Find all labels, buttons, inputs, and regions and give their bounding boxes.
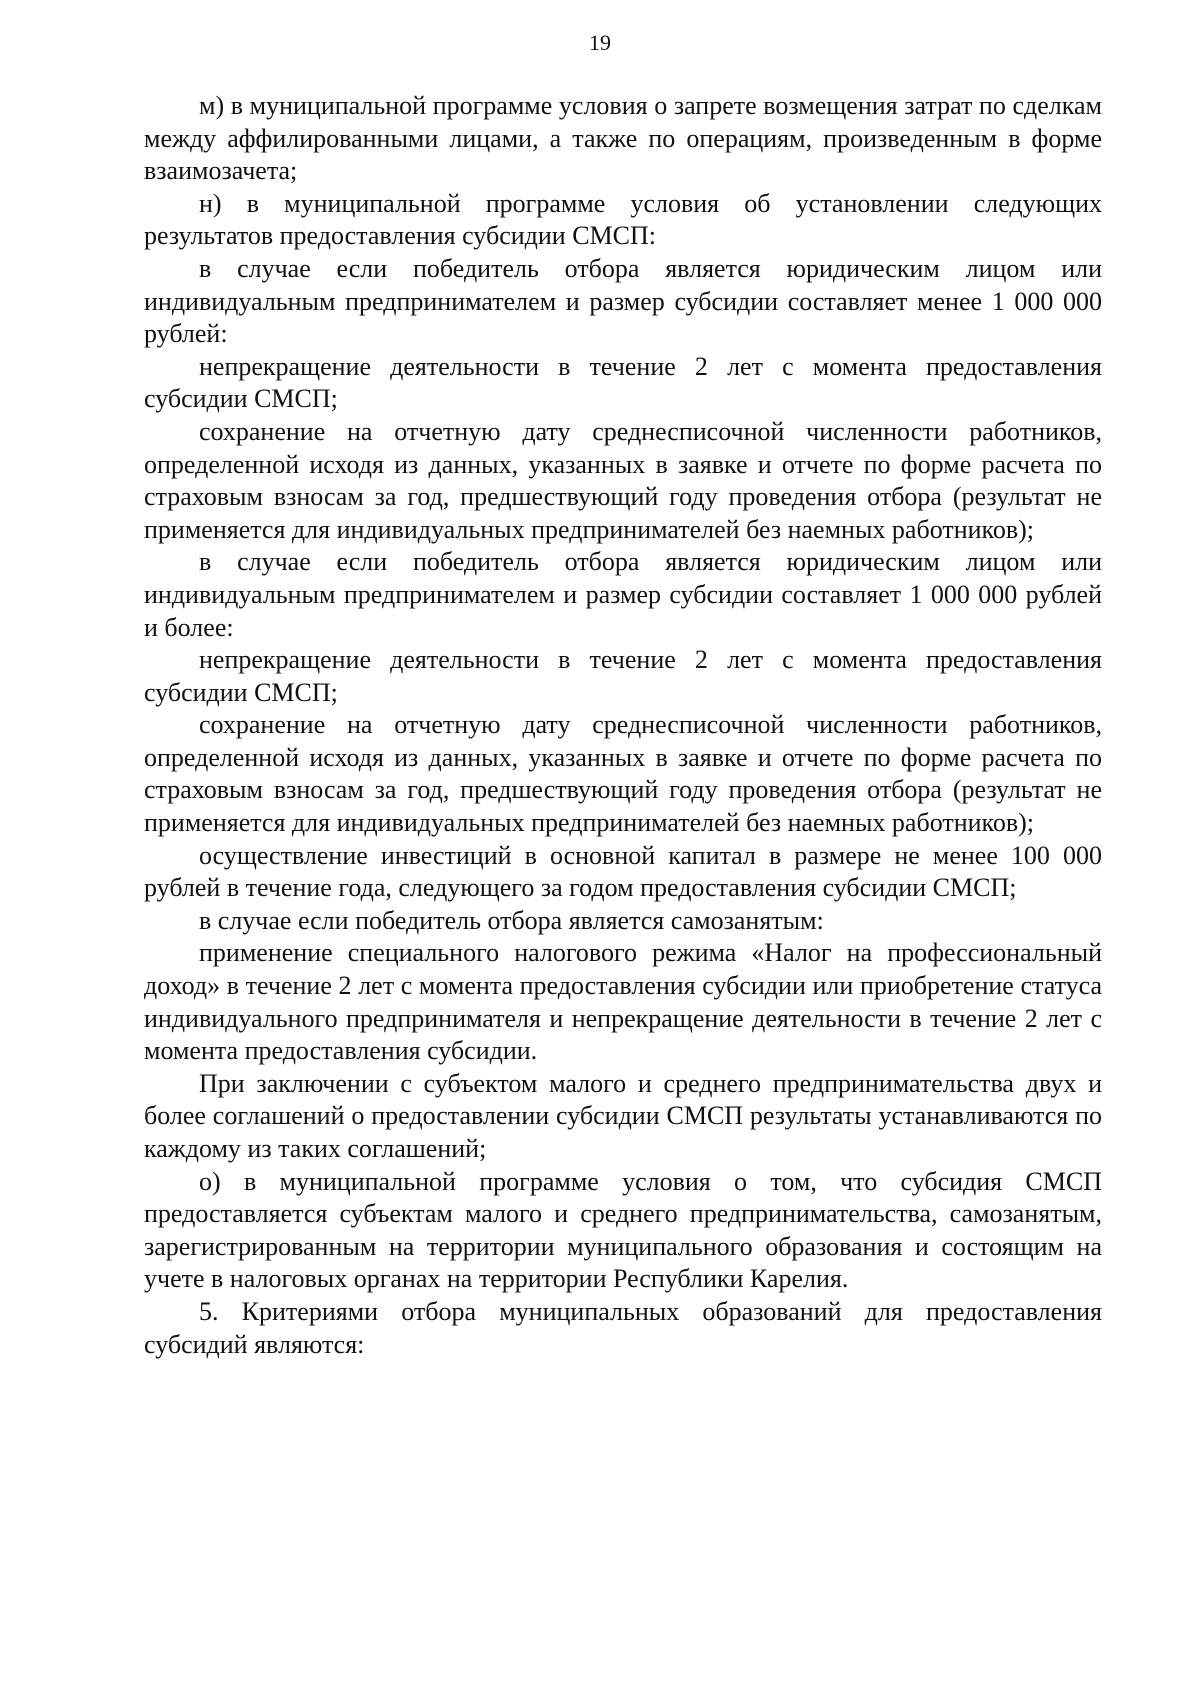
- paragraph-case-legal-less: в случае если победитель отбора является юридическим лицом или индивидуальным предпринимателем и размер субсидии составляет менее 1 000 000 рублей:: [144, 253, 1102, 349]
- paragraph-m: м) в муниципальной программе условия о запрете возмещения затрат по сделкам между аффилированными лицами, а также по операциям, произведенным в форме взаимозачета;: [144, 91, 1102, 186]
- paragraph-continuation-2: непрекращение деятельности в течение 2 лет с момента предоставления субсидии СМСП;: [144, 645, 1102, 707]
- paragraph-o: о) в муниципальной программе условия о том, что субсидия СМСП предоставляется субъектам малого и среднего предпринимательства, самозанятым, зарегистрированным на территории муниципального образования и состоящим на учете в налоговых органах на территории Республики Карелия.: [144, 1166, 1102, 1294]
- document-body: [144, 90, 1102, 1361]
- paragraph-case-legal-more: в случае если победитель отбора является юридическим лицом или индивидуальным предпринимателем и размер субсидии составляет 1 000 000 рублей и более:: [144, 547, 1102, 642]
- paragraph-n: н) в муниципальной программе условия об установлении следующих результатов предоставления субсидии СМСП:: [144, 188, 1102, 251]
- paragraph-multiple-agreements: При заключении с субъектом малого и среднего предпринимательства двух и более соглашений о предоставлении субсидии СМСП результаты устанавливаются по каждому из таких соглашений;: [144, 1068, 1102, 1163]
- paragraph-headcount-1: сохранение на отчетную дату среднесписочной численности работников, определенной исходя из данных, указанных в заявке и отчете по форме расчета по страховым взносам за год, предшествующий году проведения отбора (результат не применяется для индивидуальных предпринимателей без наемных работников);: [144, 416, 1102, 544]
- paragraph-continuation-1: непрекращение деятельности в течение 2 лет с момента предоставления субсидии СМСП;: [144, 351, 1102, 414]
- paragraph-case-self-employed: в случае если победитель отбора является самозанятым:: [199, 905, 824, 935]
- paragraph-tax-regime: применение специального налогового режима «Налог на профессиональный доход» в течение 2 лет с момента предоставления субсидии или приобретение статуса индивидуального предпринимателя и непрекращение деятельности в течение 2 лет с момента предоставления субсидии.: [144, 938, 1102, 1066]
- paragraph-headcount-2: сохранение на отчетную дату среднесписочной численности работников, определенной исходя из данных, указанных в заявке и отчете по форме расчета по страховым взносам за год, предшествующий году проведения отбора (результат не применяется для индивидуальных предпринимателей без наемных работников);: [144, 710, 1102, 838]
- paragraph-investment: осуществление инвестиций в основной капитал в размере не менее 100 000 рублей в течение года, следующего за годом предоставления субсидии СМСП;: [144, 840, 1102, 903]
- page-number: 19: [589, 30, 611, 55]
- paragraph-criteria: 5. Критериями отбора муниципальных образований для предоставления субсидий являются:: [144, 1296, 1102, 1359]
